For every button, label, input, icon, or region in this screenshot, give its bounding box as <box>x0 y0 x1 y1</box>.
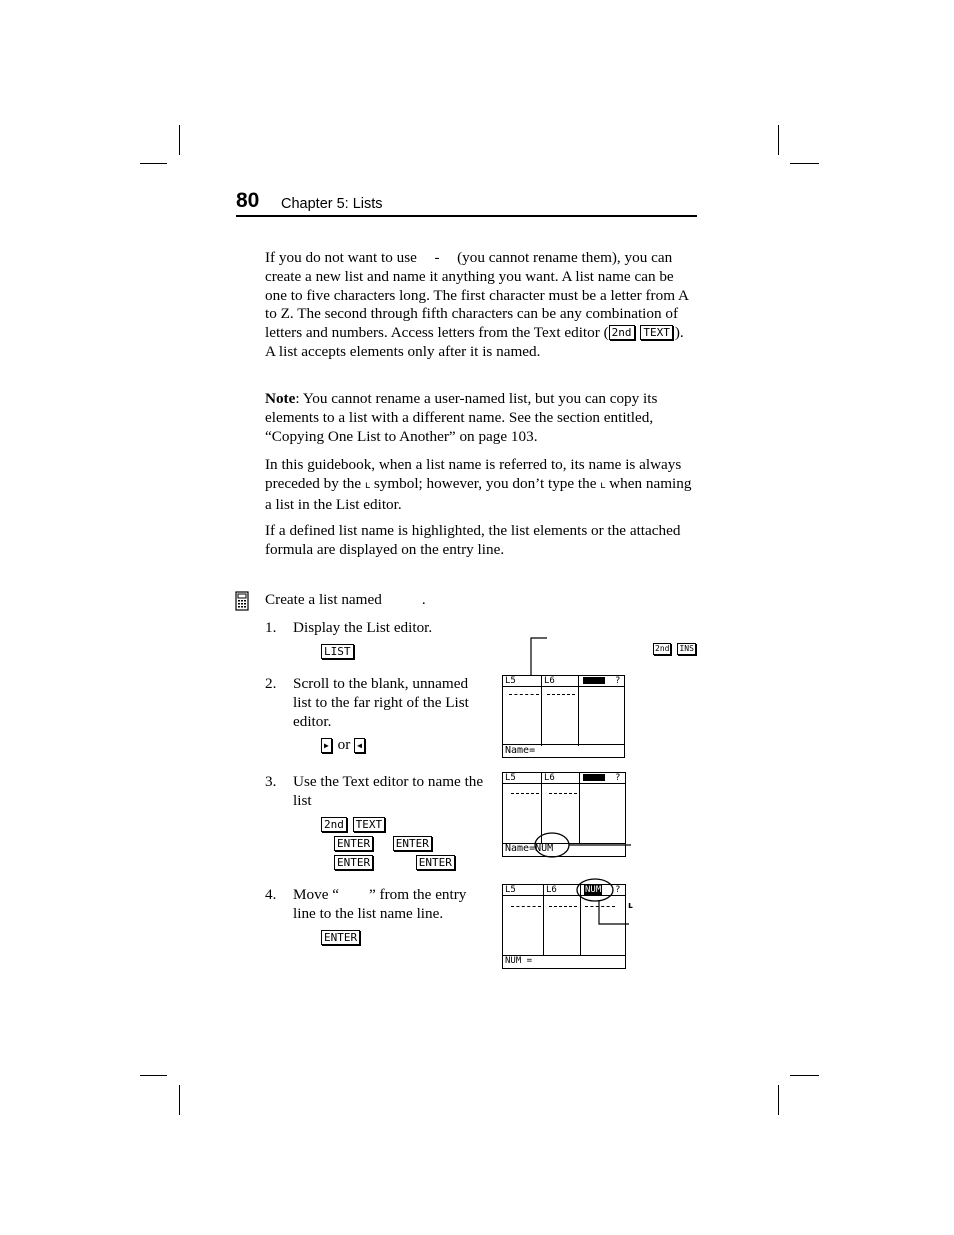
column-label: L6 <box>546 885 557 895</box>
text-run: If you do not want to use <box>265 249 417 266</box>
key-2nd: 2nd <box>609 325 635 340</box>
text-run: (you cannot rename them), you can create a new list and name it anything you want. A list name can be one to five characters long. The first character must be a letter from A to Z. The second through fifth characters can be any combination of letters and numbers. Access letters from the Text editor ( <box>265 249 689 342</box>
crop-mark <box>790 1075 819 1076</box>
column-divider <box>578 676 579 746</box>
key-2nd: 2nd <box>321 817 347 832</box>
column-label-highlighted: NUM <box>585 885 602 895</box>
key-enter: ENTER <box>393 836 432 851</box>
dash-row <box>509 694 539 695</box>
paragraph-rename-lists <box>265 249 693 362</box>
step-text: Scroll to the blank, unnamed list to the far right of the List editor. <box>293 675 469 730</box>
calculator-screen <box>502 675 625 758</box>
key-enter: ENTER <box>334 836 373 851</box>
text-run: : You cannot rename a user-named list, but you can copy its elements to a list with a different name. See the section entitled, “Copying One List to Another” on page 103. <box>265 390 658 445</box>
calculator-icon <box>235 591 249 611</box>
screen-header-row <box>503 773 625 784</box>
highlight-cursor <box>583 774 605 781</box>
crop-mark <box>179 125 180 155</box>
step-number: 1. <box>265 619 277 636</box>
key-text: TEXT <box>353 817 386 832</box>
key-text: TEXT <box>640 325 673 340</box>
text-run: Create a list named <box>265 591 382 608</box>
step-number: 2. <box>265 675 277 692</box>
text-run: symbol; however, you don’t type the <box>373 474 597 492</box>
paragraph-list-symbol <box>265 456 693 514</box>
list-symbol: ʟ <box>600 479 606 491</box>
text-run: Move “ <box>293 886 339 903</box>
entry-line: NUM = <box>505 956 533 966</box>
text-run: . <box>421 591 426 608</box>
column-marker: ? <box>615 885 621 895</box>
step-keys <box>321 643 356 661</box>
highlight-cursor <box>583 677 605 684</box>
text-run: when naming a list in the List editor. <box>265 474 692 513</box>
column-label: L5 <box>505 676 516 686</box>
crop-mark <box>778 1085 779 1115</box>
step-keys <box>334 854 457 872</box>
text-run: In this guidebook, when a list name is referred to, its name is always preceded by the <box>265 456 682 492</box>
step-keys <box>321 816 387 834</box>
key-list: LIST <box>321 644 354 659</box>
column-label: L6 <box>544 676 555 686</box>
column-marker: ? <box>615 676 621 686</box>
column-label: L5 <box>505 773 516 783</box>
crop-mark <box>790 163 819 164</box>
note-label: Note <box>265 390 296 407</box>
chapter-title: Chapter 5: Lists <box>281 196 383 212</box>
column-label: L6 <box>544 773 555 783</box>
column-label: L5 <box>505 885 516 895</box>
text-run: or <box>337 736 351 753</box>
key-2nd: 2nd <box>655 644 670 653</box>
header-rule <box>236 215 697 217</box>
crop-mark <box>140 1075 167 1076</box>
entry-line: Name=NUM <box>505 843 554 854</box>
dash-row <box>547 694 575 695</box>
key-enter: ENTER <box>334 855 373 870</box>
column-divider <box>543 885 544 955</box>
crop-mark <box>140 163 167 164</box>
step-keys <box>321 736 367 754</box>
step-keys <box>334 835 434 853</box>
list-symbol: ʟ <box>364 479 371 491</box>
key-enter: ENTER <box>416 855 455 870</box>
paragraph-highlighted-name: If a defined list name is highlighted, the list elements or the attached formula are displayed on the entry line. <box>265 522 681 558</box>
text-run: ). A list accepts elements only after it is named. <box>265 324 684 360</box>
dash-row <box>549 906 577 907</box>
crop-mark <box>179 1085 180 1115</box>
dash-row <box>511 906 541 907</box>
step-text: Use the Text editor to name the list <box>293 773 484 809</box>
text-run: ” from the entry line to the list name line. <box>293 886 467 922</box>
text-run: - <box>434 249 440 266</box>
key-left-arrow: ◀ <box>354 738 365 753</box>
key-enter: ENTER <box>321 930 360 945</box>
paragraph-note <box>265 390 693 446</box>
screen-header-row <box>503 676 624 687</box>
key-right-arrow: ▶ <box>321 738 332 753</box>
key-ins: INS <box>679 644 694 653</box>
page-number: 80 <box>236 189 260 212</box>
entry-line: Name= <box>505 745 536 756</box>
example-intro <box>265 591 426 610</box>
annotation-list-symbol: ʟ <box>628 901 633 911</box>
step-keys <box>321 929 362 947</box>
dash-row <box>549 793 577 794</box>
callout-bracket <box>525 636 550 678</box>
column-marker: ? <box>615 773 621 783</box>
callout-keys <box>653 639 698 657</box>
callout-circle <box>533 831 633 859</box>
step-number: 3. <box>265 773 277 790</box>
step-text: Display the List editor. <box>293 619 433 636</box>
dash-row <box>511 793 539 794</box>
crop-mark <box>778 125 779 155</box>
step-text <box>293 886 488 924</box>
column-divider <box>541 676 542 746</box>
step-number: 4. <box>265 886 277 903</box>
callout-circle <box>575 876 635 928</box>
